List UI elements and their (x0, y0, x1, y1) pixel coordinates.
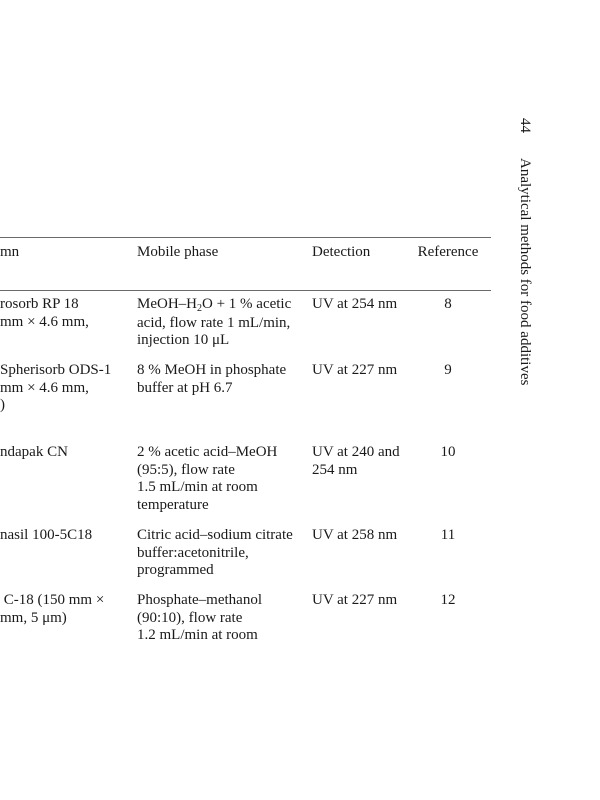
table-row-4-mobile-phase: Citric acid–sodium citrate buffer:acetonitrile, programmed (137, 527, 293, 578)
table-row-1-reference: 8 (444, 296, 452, 312)
running-header (517, 118, 532, 385)
table-row-4-detection: UV at 258 nm (312, 527, 398, 543)
running-title: Analytical methods for food additives (517, 158, 533, 386)
table-row-1-column: rosorb RP 18 mm × 4.6 mm, (0, 296, 89, 330)
table-row-3-detection: UV at 240 and 254 nm (312, 444, 400, 478)
table-top-rule (0, 237, 491, 238)
table-row-1-detection: UV at 254 nm (312, 296, 398, 312)
column-header-detection: Detection (312, 244, 371, 260)
table-row-3-reference: 10 (440, 444, 456, 460)
table-row-5-mobile-phase: Phosphate–methanol (90:10), flow rate 1.2 mL/min at room (137, 592, 262, 643)
table-row-4-column: nasil 100-5C18 (0, 527, 93, 543)
column-header-mobile-phase: Mobile phase (137, 244, 219, 260)
table-row-5-reference: 12 (440, 592, 456, 608)
table-row-2-detection: UV at 227 nm (312, 362, 398, 378)
page-number: 44 (517, 118, 533, 133)
table-row-4-reference: 11 (440, 527, 456, 543)
table-header-rule (0, 290, 491, 291)
table-row-3-mobile-phase: 2 % acetic acid–MeOH (95:5), flow rate 1.5 mL/min at room temperature (137, 444, 278, 513)
table-row-5-column: C-18 (150 mm × mm, 5 μm) (0, 592, 105, 626)
column-header-reference: Reference (417, 244, 479, 260)
table-row-3-column: ndapak CN (0, 444, 68, 460)
table-row-2-column: Spherisorb ODS-1 mm × 4.6 mm, ) (0, 362, 112, 413)
table-row-2-reference: 9 (444, 362, 452, 378)
table-row-1-mobile-phase: MeOH–$H_2O + 1$ % acetic acid, flow rate 1 mL/min, injection 10 μL (137, 296, 292, 348)
column-header-column: mn (0, 244, 20, 260)
table-row-5-detection: UV at 227 nm (312, 592, 398, 608)
table-row-2-mobile-phase: 8 % MeOH in phosphate buffer at pH 6.7 (137, 362, 287, 396)
